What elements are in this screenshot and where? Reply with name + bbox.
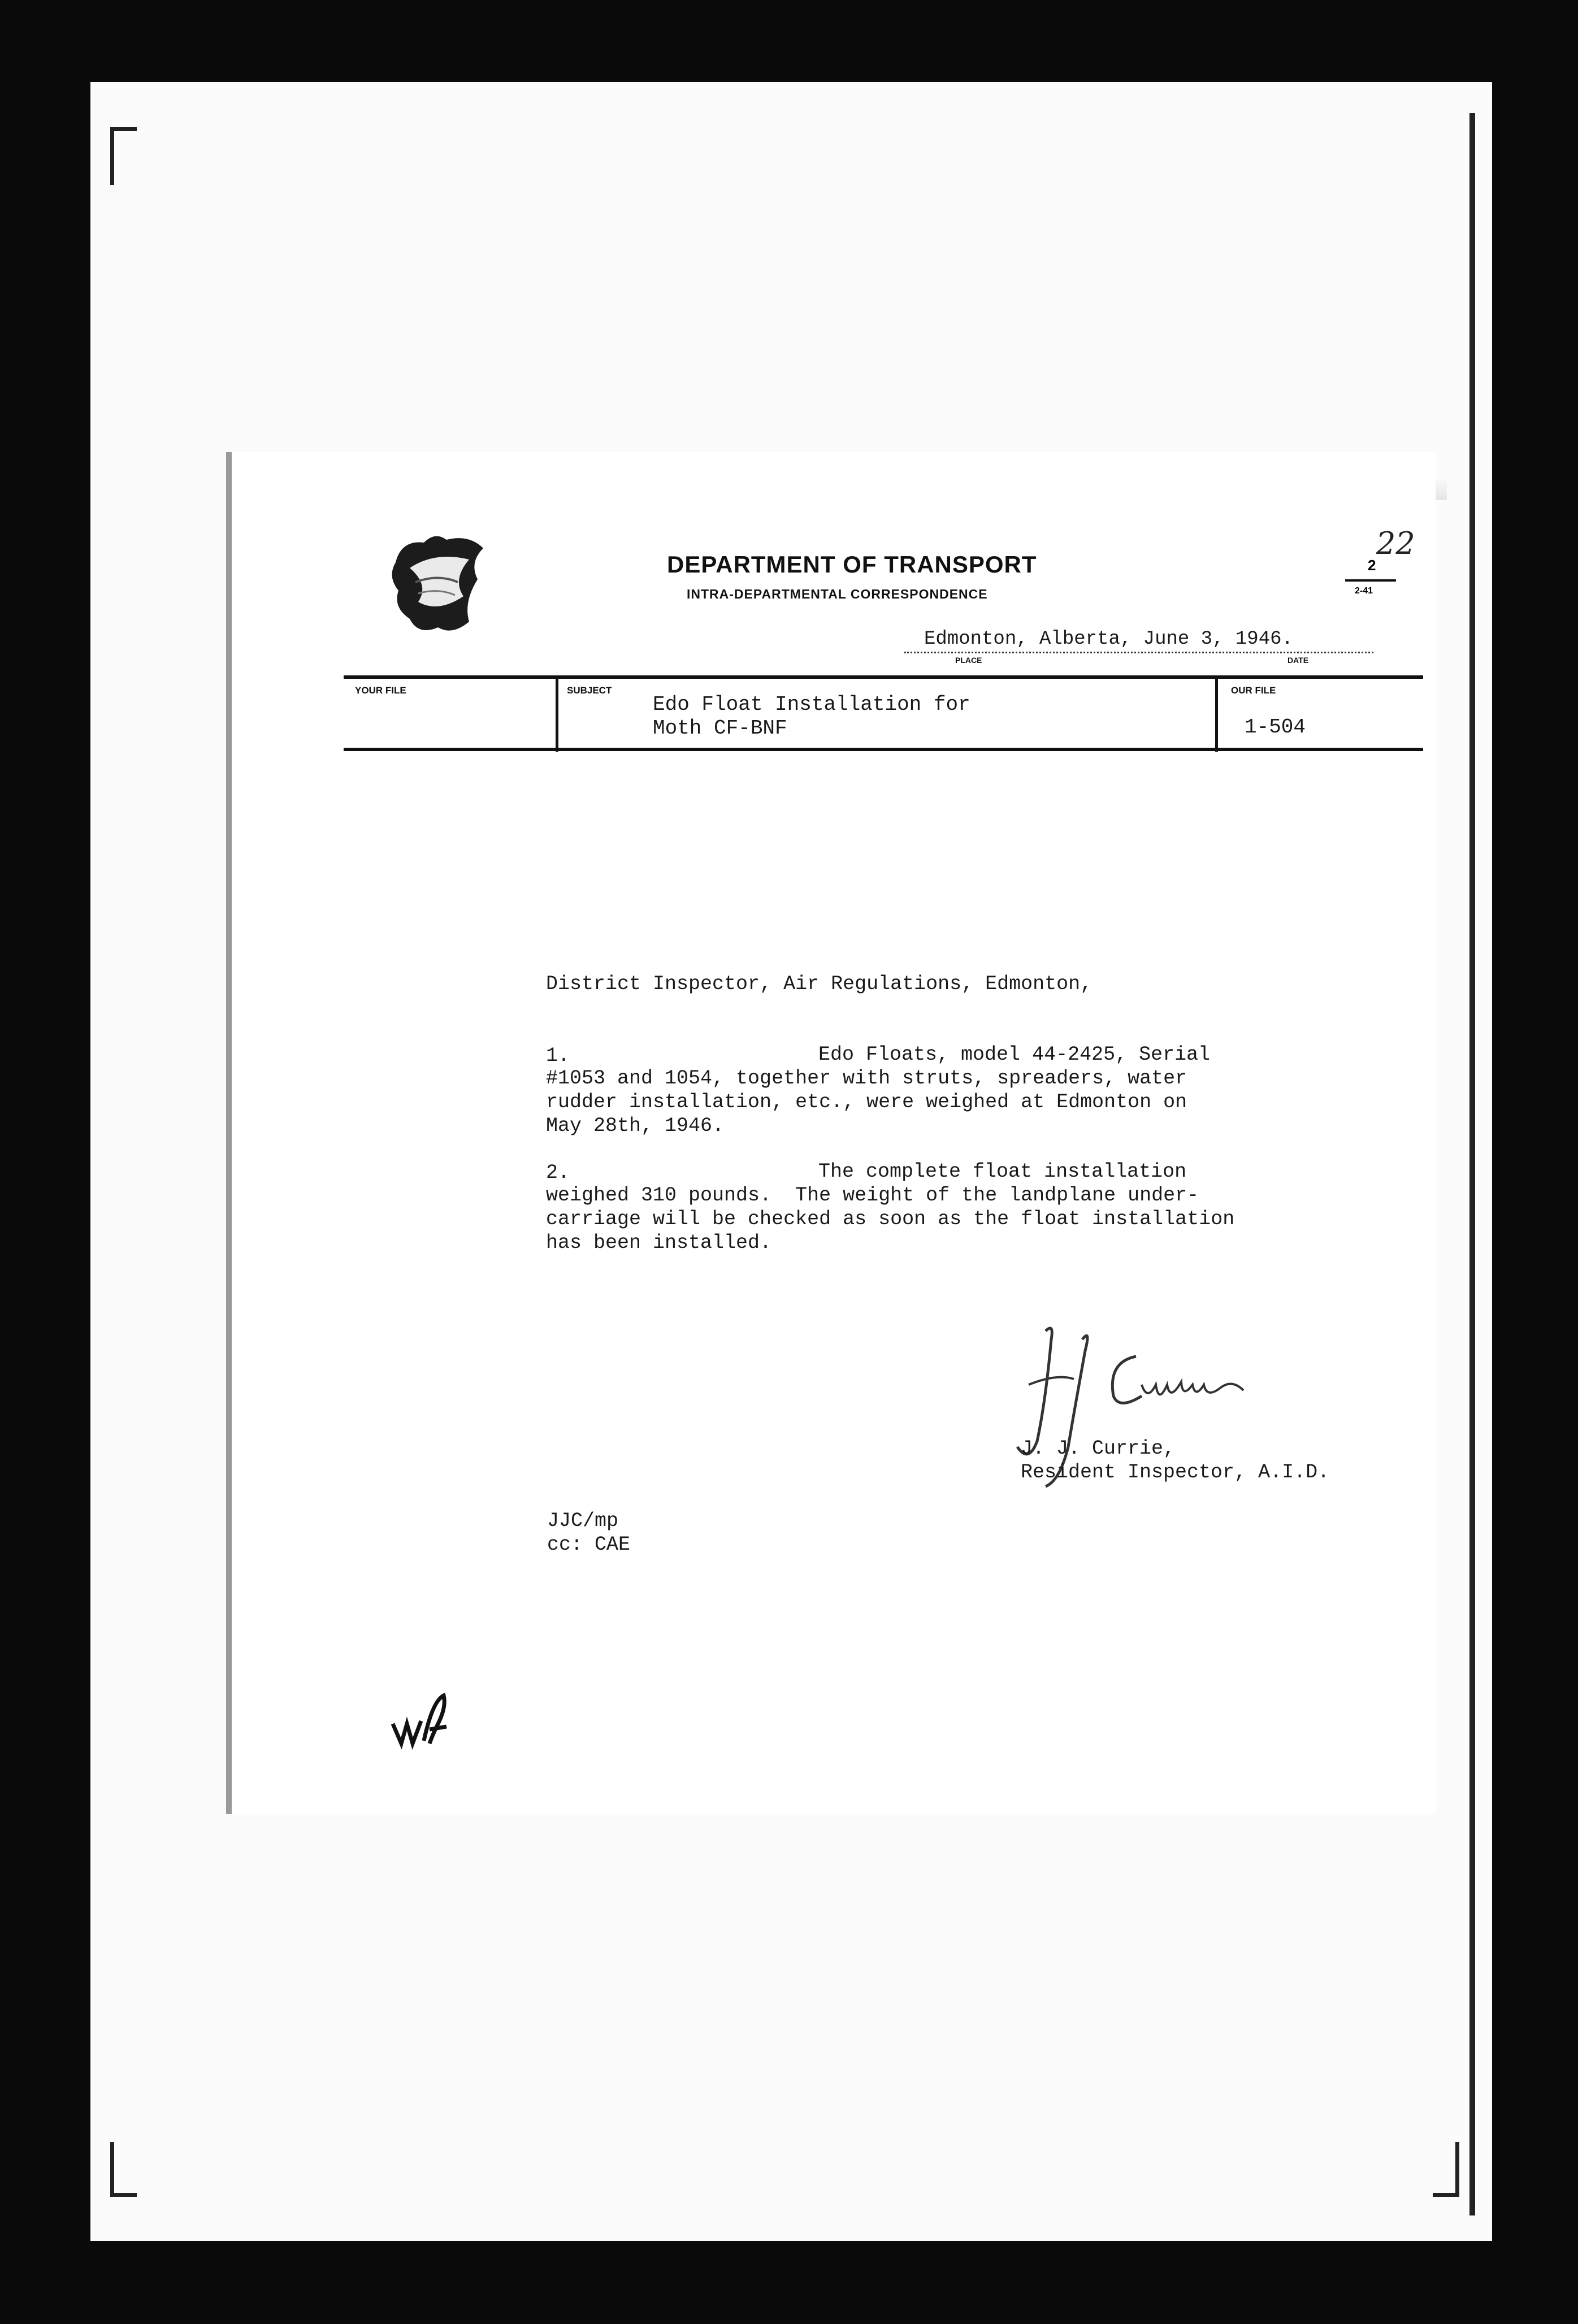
paragraph-2-line-4: has been installed. [546,1232,772,1254]
page-edge [1469,113,1475,2215]
paragraph-1-line-2: #1053 and 1054, together with struts, spreaders, water [546,1067,1187,1090]
department-crest-icon [384,528,497,641]
memo-sheet [226,452,1436,1814]
form-code: 2-41 [1355,586,1373,596]
our-file-label: OUR FILE [1231,685,1276,696]
paragraph-2-line-1: The complete float installation [818,1160,1187,1183]
crop-mark-bottom-right [1433,2142,1459,2197]
paragraph-1-line-3: rudder installation, etc., were weighed at Edmonton on [546,1091,1187,1113]
place-label: PLACE [955,656,982,665]
table-divider-right [1215,675,1218,752]
correspondence-subtitle: INTRA-DEPARTMENTAL CORRESPONDENCE [687,587,988,601]
place-date-value: Edmonton, Alberta, June 3, 1946. [924,628,1293,650]
handwritten-initials [390,1690,452,1752]
paragraph-2-line-2: weighed 310 pounds. The weight of the landplane under- [546,1184,1199,1207]
paragraph-1-number: 1. [546,1044,570,1067]
paragraph-2-line-3: carriage will be checked as soon as the float installation [546,1208,1235,1230]
carbon-copy: cc: CAE [547,1533,631,1556]
table-divider-left [556,675,558,752]
signatory-name: J. J. Currie, [1021,1437,1176,1460]
our-file-value: 1-504 [1245,716,1306,739]
place-date-line [904,652,1373,653]
form-number-rule [1345,579,1396,582]
crop-mark-bottom-left [110,2142,137,2197]
table-bottom-rule [344,748,1423,751]
signatory-title: Resident Inspector, A.I.D. [1021,1461,1330,1484]
form-number: 2 [1368,557,1376,574]
addressee: District Inspector, Air Regulations, Edmonton, [546,973,1093,995]
date-label: DATE [1287,656,1309,665]
department-title: DEPARTMENT OF TRANSPORT [667,551,1037,578]
subject-label: SUBJECT [567,685,612,696]
crop-mark-top-left [110,127,137,185]
handwritten-page-number: 22 [1376,526,1415,561]
reference-initials: JJC/mp [547,1510,619,1532]
paragraph-1-line-4: May 28th, 1946. [546,1115,725,1137]
subject-line-1: Edo Float Installation for [653,693,970,716]
paragraph-2-number: 2. [546,1161,570,1184]
subject-line-2: Moth CF-BNF [653,717,787,740]
paragraph-1-line-1: Edo Floats, model 44-2425, Serial [818,1043,1211,1066]
table-top-rule [344,675,1423,679]
your-file-label: YOUR FILE [355,685,406,696]
